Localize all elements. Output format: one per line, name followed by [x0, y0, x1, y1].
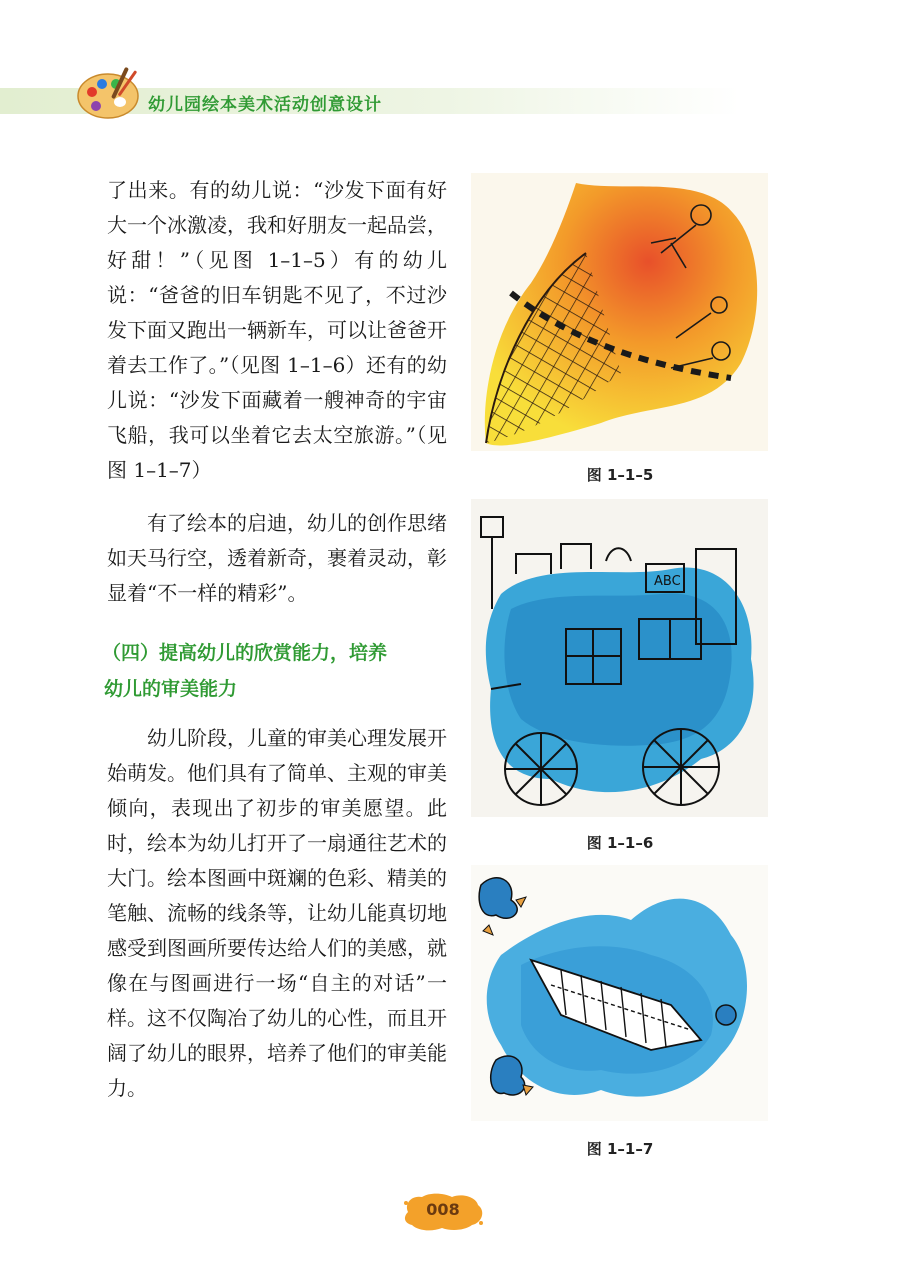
paragraph-2 — [107, 506, 447, 611]
palette-logo-icon — [74, 64, 144, 122]
paragraph-1-text: 了出来。有的幼儿说：“沙发下面有好大一个冰激凌，我和好朋友一起品尝，好甜！”（见图 1–1–5）有的幼儿说：“爸爸的旧车钥匙不见了，不过沙发下面又跑出一辆新车，可以让爸爸开着去工作了。”（见图 1–1–6）还有的幼儿说：“沙发下面藏着一艘神奇的宇宙飞船，我可以坐着它去太空旅游。”（见图 1–1–7） — [107, 178, 447, 482]
figure-ice-cream-drawing — [471, 173, 768, 451]
section-heading-line-2: 幼儿的审美能力 — [104, 678, 238, 700]
section-heading — [102, 635, 462, 707]
running-header-title: 幼儿园绘本美术活动创意设计 — [148, 95, 382, 115]
paragraph-3-text: 幼儿阶段，儿童的审美心理发展开始萌发。他们具有了简单、主观的审美倾向，表现出了初步的审美愿望。此时，绘本为幼儿打开了一扇通往艺术的大门。绘本图画中斑斓的色彩、精美的笔触、流畅的线条等，让幼儿能真切地感受到图画所要传达给人们的美感，就像在与图画进行一场“自主的对话”一样。这不仅陶冶了幼儿的心性，而且开阔了幼儿的眼界，培养了他们的审美能力。 — [107, 726, 447, 1100]
figure-caption-1: 图 1–1–5 — [586, 466, 654, 484]
figure-caption-2: 图 1–1–6 — [586, 834, 654, 852]
paragraph-3 — [107, 721, 447, 1106]
drawing-label-abc: ABC — [654, 574, 681, 589]
figure-caption-3: 图 1–1–7 — [586, 1140, 654, 1158]
paragraph-2-text: 有了绘本的启迪，幼儿的创作思绪如天马行空，透着新奇，裹着灵动，彰显着“不一样的精彩”。 — [107, 511, 447, 605]
figure-car-drawing — [471, 499, 768, 817]
section-heading-line-1: （四）提高幼儿的欣赏能力，培养 — [102, 642, 388, 664]
paragraph-1 — [107, 173, 447, 488]
page-number: 008 — [426, 1200, 460, 1219]
figure-spaceship-drawing — [471, 865, 768, 1121]
